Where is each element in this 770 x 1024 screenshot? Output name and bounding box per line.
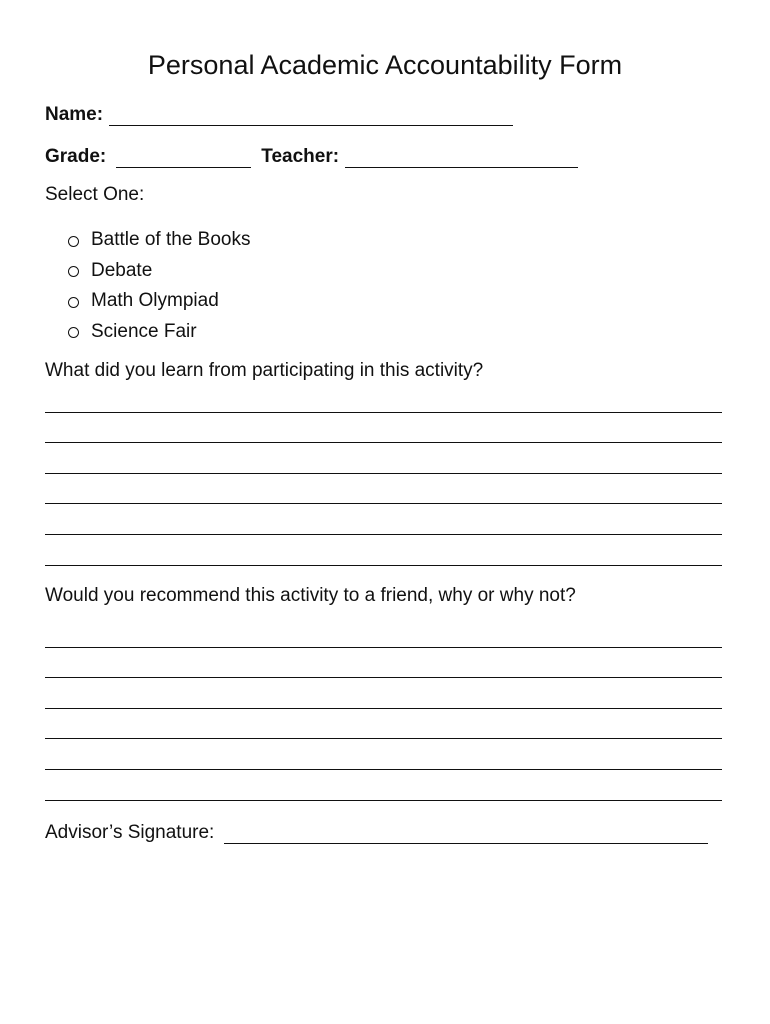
answer-line[interactable] — [45, 443, 722, 474]
option-label: Debate — [91, 259, 153, 281]
name-blank[interactable] — [109, 105, 513, 126]
answer-line[interactable] — [45, 504, 722, 535]
answer-lines-learned — [45, 382, 722, 566]
select-one-label: Select One: — [45, 184, 145, 205]
form-title: Personal Academic Accountability Form — [147, 50, 623, 80]
answer-line[interactable] — [45, 709, 722, 740]
answer-line[interactable] — [45, 382, 722, 413]
signature-blank[interactable] — [224, 823, 708, 844]
answer-line[interactable] — [45, 535, 722, 566]
radio-circle-icon[interactable] — [68, 266, 79, 277]
option-item[interactable] — [68, 286, 251, 317]
answer-line[interactable] — [45, 648, 722, 679]
option-label: Battle of the Books — [91, 229, 251, 251]
option-item[interactable] — [68, 225, 251, 256]
signature-label: Advisor’s Signature: — [45, 822, 215, 843]
answer-line[interactable] — [45, 739, 722, 770]
answer-line[interactable] — [45, 617, 722, 648]
answer-lines-recommend — [45, 617, 722, 801]
signature-row — [45, 818, 708, 844]
grade-teacher-row — [45, 142, 578, 168]
question-learned: What did you learn from participating in this activity? — [45, 360, 484, 381]
radio-circle-icon[interactable] — [68, 327, 79, 338]
answer-line[interactable] — [45, 474, 722, 505]
name-row — [45, 100, 513, 126]
answer-line[interactable] — [45, 413, 722, 444]
answer-line[interactable] — [45, 770, 722, 801]
option-label: Math Olympiad — [91, 290, 219, 312]
option-item[interactable] — [68, 256, 251, 287]
name-label: Name: — [45, 104, 104, 125]
radio-circle-icon[interactable] — [68, 236, 79, 247]
radio-circle-icon[interactable] — [68, 297, 79, 308]
grade-blank[interactable] — [116, 147, 251, 168]
option-label: Science Fair — [91, 320, 197, 342]
grade-label: Grade: — [45, 146, 107, 167]
teacher-label: Teacher: — [261, 146, 340, 167]
answer-line[interactable] — [45, 678, 722, 709]
activity-options — [68, 225, 251, 347]
question-recommend: Would you recommend this activity to a friend, why or why not? — [45, 585, 576, 606]
teacher-blank[interactable] — [345, 147, 578, 168]
option-item[interactable] — [68, 317, 251, 348]
